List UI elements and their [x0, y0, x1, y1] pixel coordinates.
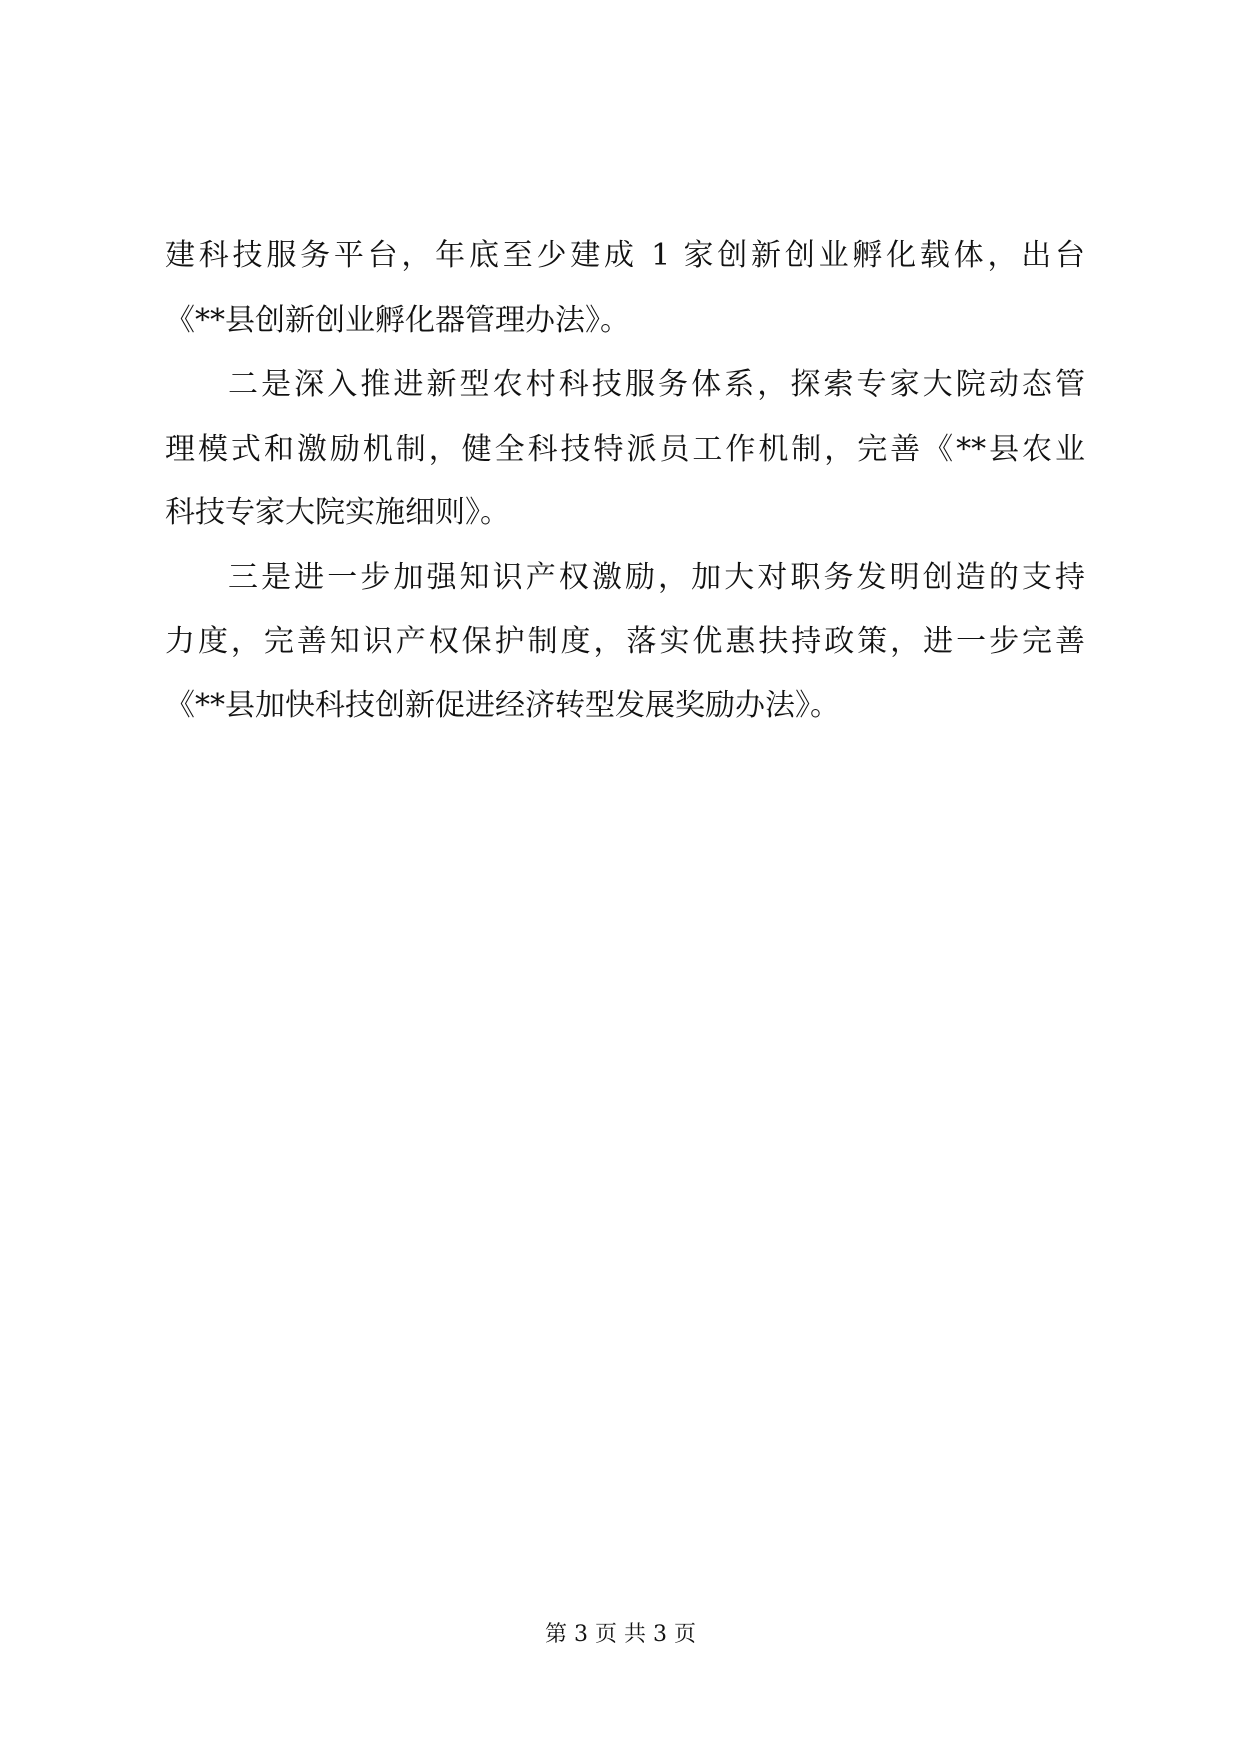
body-line: 科技专家大院实施细则》。	[165, 495, 510, 530]
page-number-footer: 第 3 页 共 3 页	[545, 1622, 696, 1647]
paragraph-first-line: 二是深入推进新型农村科技服务体系，探索专家大院动态管	[228, 367, 1085, 402]
body-line: 力度，完善知识产权保护制度，落实优惠扶持政策，进一步完善	[165, 624, 1085, 659]
body-line: 《**县加快科技创新促进经济转型发展奖励办法》。	[165, 688, 840, 723]
body-line: 《**县创新创业孵化器管理办法》。	[165, 303, 630, 338]
paragraph-first-line: 三是进一步加强知识产权激励，加大对职务发明创造的支持	[228, 560, 1085, 595]
body-line: 理模式和激励机制，健全科技特派员工作机制，完善《**县农业	[165, 432, 1085, 467]
body-line: 建科技服务平台，年底至少建成 1 家创新创业孵化载体，出台	[165, 238, 1085, 273]
